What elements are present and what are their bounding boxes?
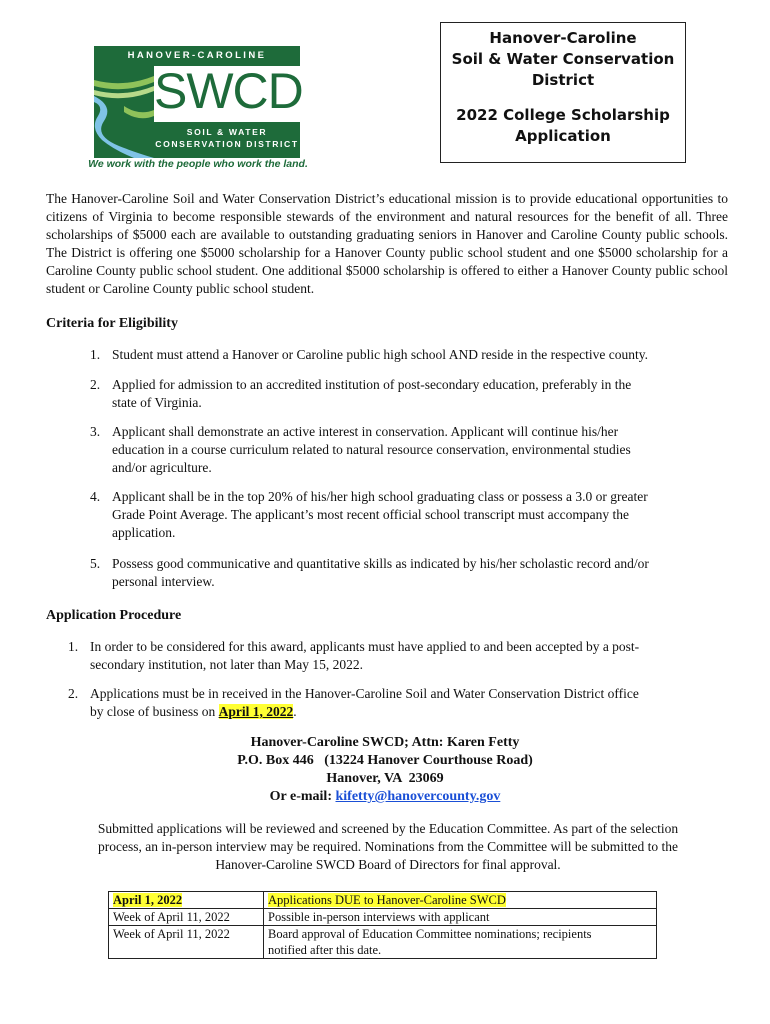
procedure-item-line: Applications must be in received in the Hanover-Caroline Soil and Water Conservation District office: [90, 686, 639, 701]
criteria-item-text: [112, 423, 631, 477]
title-line-1: Hanover-Caroline: [489, 29, 637, 47]
review-line: Hanover-Caroline SWCD Board of Directors for final approval.: [215, 857, 561, 872]
email-link[interactable]: kifetty@hanovercounty.gov: [335, 789, 501, 804]
criteria-item-line: personal interview.: [112, 574, 215, 589]
landscape-river-icon: [94, 66, 154, 158]
email-label: Or e-mail:: [269, 789, 336, 804]
review-line: process, an in-person interview may be required. Nominations from the Committee will be submitted to the: [98, 839, 678, 854]
criteria-item-line: Applicant shall be in the top 20% of his/her high school graduating class or possess a 3.0 or greater: [112, 489, 648, 504]
procedure-heading: Application Procedure: [46, 608, 182, 623]
logo-org-band: HANOVER-CAROLINE: [94, 46, 300, 66]
schedule-event: Possible in-person interviews with applicant: [264, 909, 657, 926]
procedure-item-line: In order to be considered for this award, applicants must have applied to and been accepted by a post-: [90, 639, 640, 654]
intro-paragraph: The Hanover-Caroline Soil and Water Conservation District’s educational mission is to provide educational opportunities to citizens of Virginia to become responsible stewards of the environment and natural resources for the benefit of all. Three scholarships of $5000 each are available to outstanding graduating seniors in Hanover and Caroline County public schools. The District is offering one $5000 scholarship for a Hanover County public school student and one $5000 scholarship for a Caroline County public school student. One additional $5000 scholarship is offered to either a Hanover County public school student or Caroline County public school student.: [46, 191, 728, 296]
title-box: [440, 22, 686, 163]
schedule-date-text: April 1, 2022: [113, 893, 183, 907]
title-line-5: Application: [515, 127, 611, 145]
deadline-date: April 1, 2022: [218, 704, 294, 719]
address-line-2: P.O. Box 446 (13224 Hanover Courthouse Road): [237, 753, 533, 768]
logo-lower-band-line2: CONSERVATION DISTRICT: [155, 139, 299, 149]
procedure-item-text: [90, 685, 639, 721]
deadline-suffix: .: [293, 704, 297, 719]
schedule-event: [264, 892, 657, 909]
logo-lower-band: [154, 122, 300, 158]
criteria-item-line: Applied for admission to an accredited institution of post-secondary education, preferably in the: [112, 377, 632, 392]
schedule-table: [108, 891, 657, 959]
table-row: [109, 892, 657, 909]
criteria-item-number: 2.: [90, 377, 101, 392]
deadline-prefix: by close of business on: [90, 704, 219, 719]
review-line: Submitted applications will be reviewed and screened by the Education Committee. As part of the selection: [97, 821, 679, 836]
swcd-logo: [84, 40, 312, 176]
schedule-event-line: notified after this date.: [268, 943, 382, 957]
procedure-item-line: [90, 703, 639, 721]
procedure-item-number: 1.: [68, 639, 79, 654]
logo-tagline: We work with the people who work the land.: [88, 158, 308, 170]
criteria-item-line: and/or agriculture.: [112, 460, 212, 475]
criteria-item-number: 4.: [90, 489, 101, 504]
criteria-item-text: [112, 376, 631, 412]
procedure-item-line: secondary institution, not later than May 15, 2022.: [90, 657, 363, 672]
criteria-item-number: 3.: [90, 424, 101, 439]
criteria-item-line: application.: [112, 525, 176, 540]
title-line-2: Soil & Water Conservation: [451, 50, 675, 68]
criteria-item-text: Student must attend a Hanover or Caroline public high school AND reside in the respective county.: [112, 347, 648, 362]
criteria-item-line: Possess good communicative and quantitative skills as indicated by his/her scholastic record and/or: [112, 556, 649, 571]
schedule-date: Week of April 11, 2022: [109, 909, 264, 926]
procedure-item-text: [90, 638, 639, 674]
criteria-item-line: Applicant shall demonstrate an active interest in conservation. Applicant will continue his/her: [112, 424, 619, 439]
address-email-line: [0, 788, 770, 806]
schedule-event-line: Board approval of Education Committee nominations; recipients: [268, 927, 592, 941]
logo-lower-band-line1: SOIL & WATER: [186, 127, 268, 137]
title-line-3: District: [531, 71, 595, 89]
logo-acronym: SWCD: [154, 63, 303, 119]
criteria-item-number: 1.: [90, 347, 101, 362]
criteria-item-text: [112, 555, 649, 591]
address-line-3: Hanover, VA 23069: [326, 771, 444, 786]
procedure-item-number: 2.: [68, 686, 79, 701]
title-spacer: [441, 91, 685, 105]
table-row: [109, 926, 657, 959]
criteria-item-line: Grade Point Average. The applicant’s most recent official school transcript must accompany the: [112, 507, 629, 522]
criteria-item-number: 5.: [90, 556, 101, 571]
title-line-4: 2022 College Scholarship: [456, 106, 670, 124]
criteria-item-line: state of Virginia.: [112, 395, 202, 410]
criteria-heading: Criteria for Eligibility: [46, 316, 178, 331]
address-line-1: Hanover-Caroline SWCD; Attn: Karen Fetty: [250, 735, 520, 750]
schedule-date: [109, 892, 264, 909]
criteria-item-line: education in a course curriculum related to natural resource conservation, environmental studies: [112, 442, 631, 457]
table-row: [109, 909, 657, 926]
schedule-event: [264, 926, 657, 959]
review-paragraph: [48, 820, 728, 874]
mailing-address: [0, 734, 770, 806]
criteria-item-text: [112, 488, 648, 542]
schedule-date: Week of April 11, 2022: [109, 926, 264, 959]
schedule-event-text: Applications DUE to Hanover-Caroline SWCD: [268, 893, 506, 907]
